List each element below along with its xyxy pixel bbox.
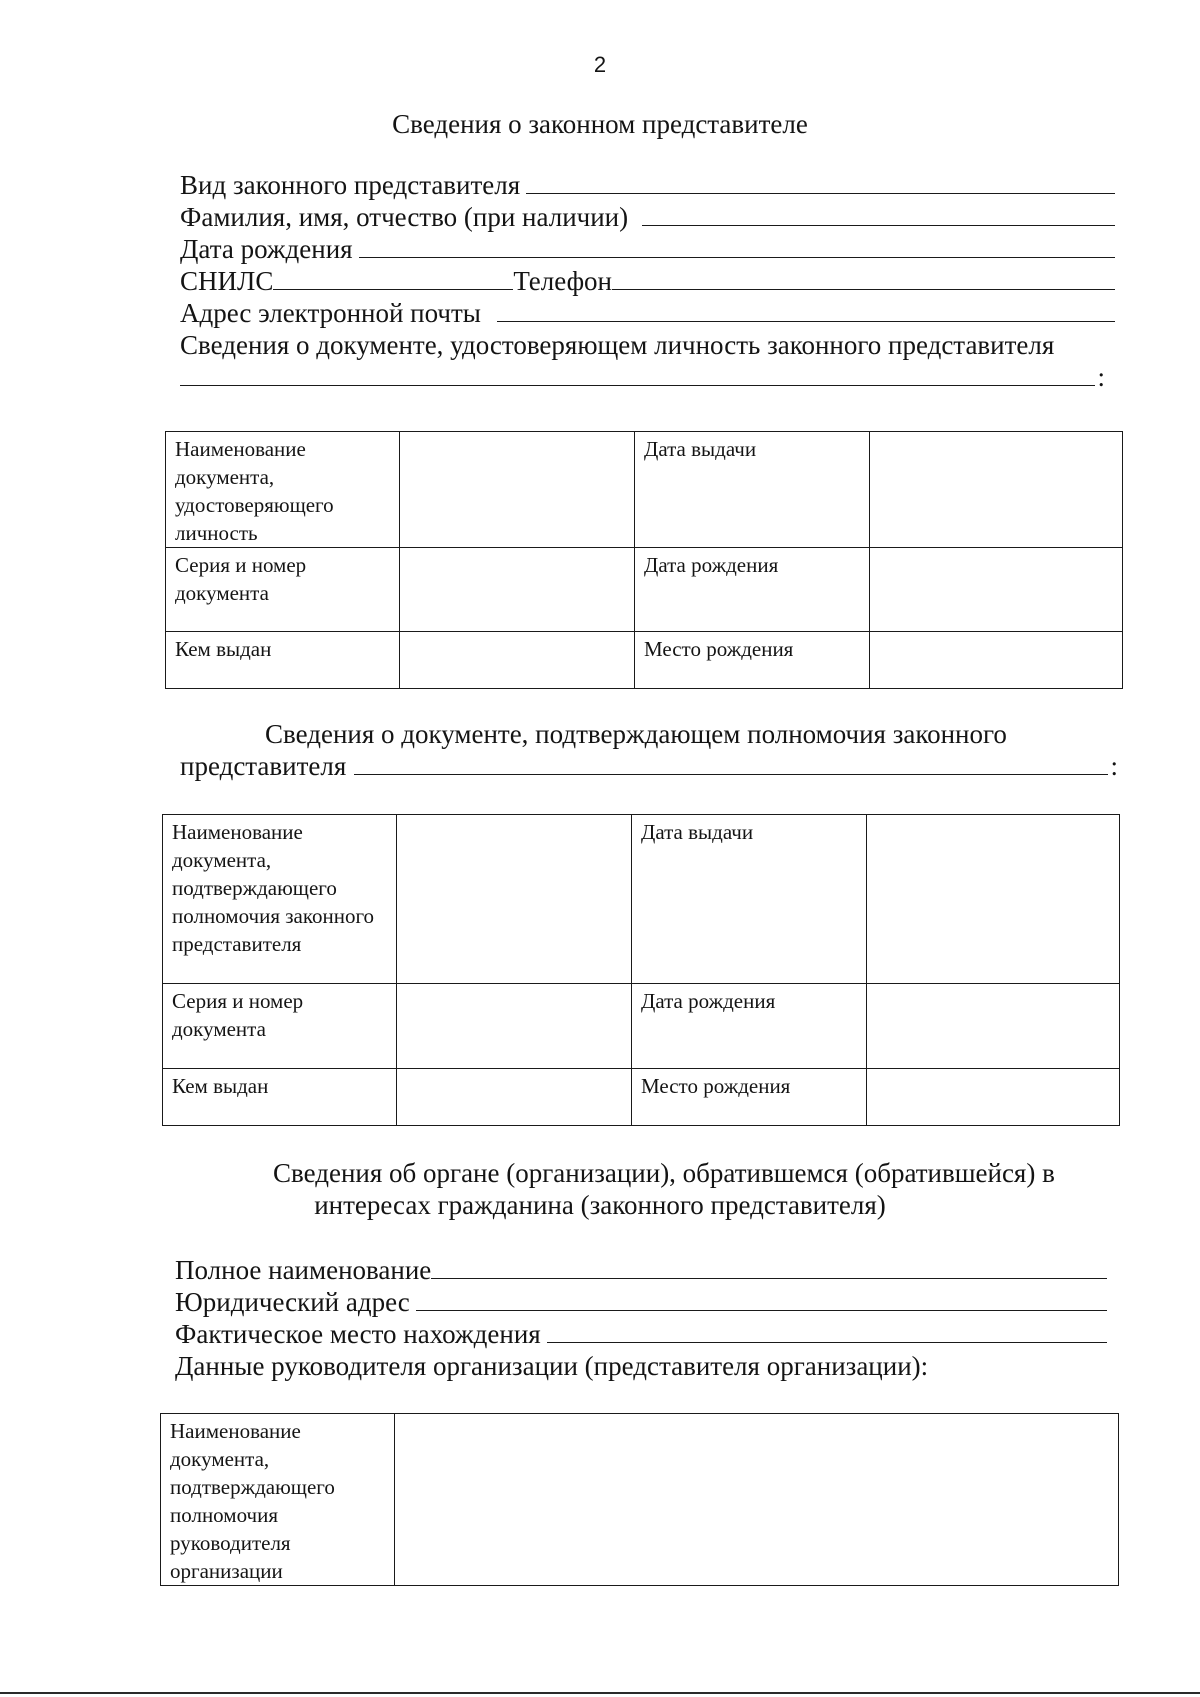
authority-doc-birth-date-cell[interactable] <box>867 984 1120 1069</box>
table-row <box>166 548 1123 632</box>
representative-phone-field[interactable] <box>612 289 1115 290</box>
identity-doc-name-label: Наименование документа, удостоверяющего личность <box>166 432 400 548</box>
table-row <box>163 984 1120 1069</box>
organization-title-line2: интересах гражданина (законного представителя) <box>314 1190 886 1220</box>
table-row <box>166 432 1123 548</box>
representative-birth-date-line <box>180 233 1115 265</box>
identity-doc-birth-place-label: Место рождения <box>635 632 870 689</box>
representative-fio-field[interactable] <box>642 225 1115 226</box>
table-row <box>163 1069 1120 1126</box>
org-actual-location-label: Фактическое место нахождения <box>175 1319 541 1349</box>
org-legal-address-field[interactable] <box>416 1310 1107 1311</box>
authority-doc-issuer-label: Кем выдан <box>163 1069 397 1126</box>
org-head-doc-table <box>160 1413 1119 1586</box>
authority-doc-name-cell[interactable] <box>397 815 632 984</box>
identity-doc-blank-line <box>180 361 1105 393</box>
authority-doc-series-cell[interactable] <box>397 984 632 1069</box>
authority-doc-series-label: Серия и номер документа <box>163 984 397 1069</box>
authority-doc-birth-date-label: Дата рождения <box>632 984 867 1069</box>
table-row <box>161 1414 1119 1586</box>
representative-phone-label: Телефон <box>513 266 613 296</box>
identity-doc-field[interactable] <box>180 385 1095 386</box>
representative-snils-phone-line <box>180 265 1115 297</box>
org-actual-location-field[interactable] <box>547 1342 1107 1343</box>
representative-snils-label: СНИЛС <box>180 266 274 296</box>
identity-doc-colon: : <box>1097 362 1105 392</box>
org-legal-address-line <box>175 1286 1107 1318</box>
authority-doc-title-label: представителя <box>180 751 347 781</box>
org-head-data-line <box>175 1350 1107 1382</box>
identity-doc-issue-date-cell[interactable] <box>870 432 1123 548</box>
representative-fio-line <box>180 201 1115 233</box>
authority-doc-issuer-cell[interactable] <box>397 1069 632 1126</box>
identity-doc-issuer-cell[interactable] <box>400 632 635 689</box>
authority-doc-table <box>162 814 1120 1126</box>
table-row <box>163 815 1120 984</box>
org-head-data-label: Данные руководителя организации (представителя организации): <box>175 1351 929 1381</box>
identity-doc-issuer-label: Кем выдан <box>166 632 400 689</box>
authority-doc-issue-date-label: Дата выдачи <box>632 815 867 984</box>
page-number: 2 <box>593 52 607 77</box>
authority-doc-birth-place-cell[interactable] <box>867 1069 1120 1126</box>
authority-doc-title-line1: Сведения о документе, подтверждающем полномочия законного <box>265 719 1007 749</box>
representative-birth-date-field[interactable] <box>359 257 1115 258</box>
representative-snils-field[interactable] <box>273 289 513 290</box>
representative-birth-date-label: Дата рождения <box>180 234 353 264</box>
representative-type-label: Вид законного представителя <box>180 170 521 200</box>
page-bottom-rule <box>0 1692 1200 1694</box>
representative-email-line <box>180 297 1115 329</box>
org-head-doc-name-label: Наименование документа, подтверждающего полномочия руководителя организации <box>161 1414 395 1586</box>
representative-type-field[interactable] <box>526 193 1115 194</box>
authority-doc-field[interactable] <box>354 774 1108 775</box>
org-full-name-label: Полное наименование <box>175 1255 432 1285</box>
representative-email-field[interactable] <box>497 321 1115 322</box>
identity-doc-series-cell[interactable] <box>400 548 635 632</box>
authority-doc-issue-date-cell[interactable] <box>867 815 1120 984</box>
authority-doc-name-label: Наименование документа, подтверждающего полномочия законного представителя <box>163 815 397 984</box>
identity-doc-heading-line <box>180 329 1115 361</box>
identity-doc-name-cell[interactable] <box>400 432 635 548</box>
representative-fio-label: Фамилия, имя, отчество (при наличии) <box>180 202 629 232</box>
representative-type-line <box>180 169 1115 201</box>
table-row <box>166 632 1123 689</box>
representative-email-label: Адрес электронной почты <box>180 298 481 328</box>
identity-doc-birth-date-cell[interactable] <box>870 548 1123 632</box>
authority-doc-birth-place-label: Место рождения <box>632 1069 867 1126</box>
identity-doc-table <box>165 431 1123 689</box>
org-full-name-line <box>175 1254 1107 1286</box>
identity-doc-birth-place-cell[interactable] <box>870 632 1123 689</box>
section-legal-representative-title: Сведения о законном представителе <box>392 109 808 139</box>
org-head-doc-name-cell[interactable] <box>395 1414 1119 1586</box>
identity-doc-birth-date-label: Дата рождения <box>635 548 870 632</box>
organization-title-line1: Сведения об органе (организации), обратившемся (обратившейся) в <box>273 1158 1055 1188</box>
identity-doc-label: Сведения о документе, удостоверяющем личность законного представителя <box>180 330 1055 360</box>
identity-doc-issue-date-label: Дата выдачи <box>635 432 870 548</box>
authority-doc-colon: : <box>1110 751 1118 781</box>
org-full-name-field[interactable] <box>431 1278 1107 1279</box>
authority-doc-title-line2 <box>180 750 1118 782</box>
org-actual-location-line <box>175 1318 1107 1350</box>
org-legal-address-label: Юридический адрес <box>175 1287 410 1317</box>
identity-doc-series-label: Серия и номер документа <box>166 548 400 632</box>
